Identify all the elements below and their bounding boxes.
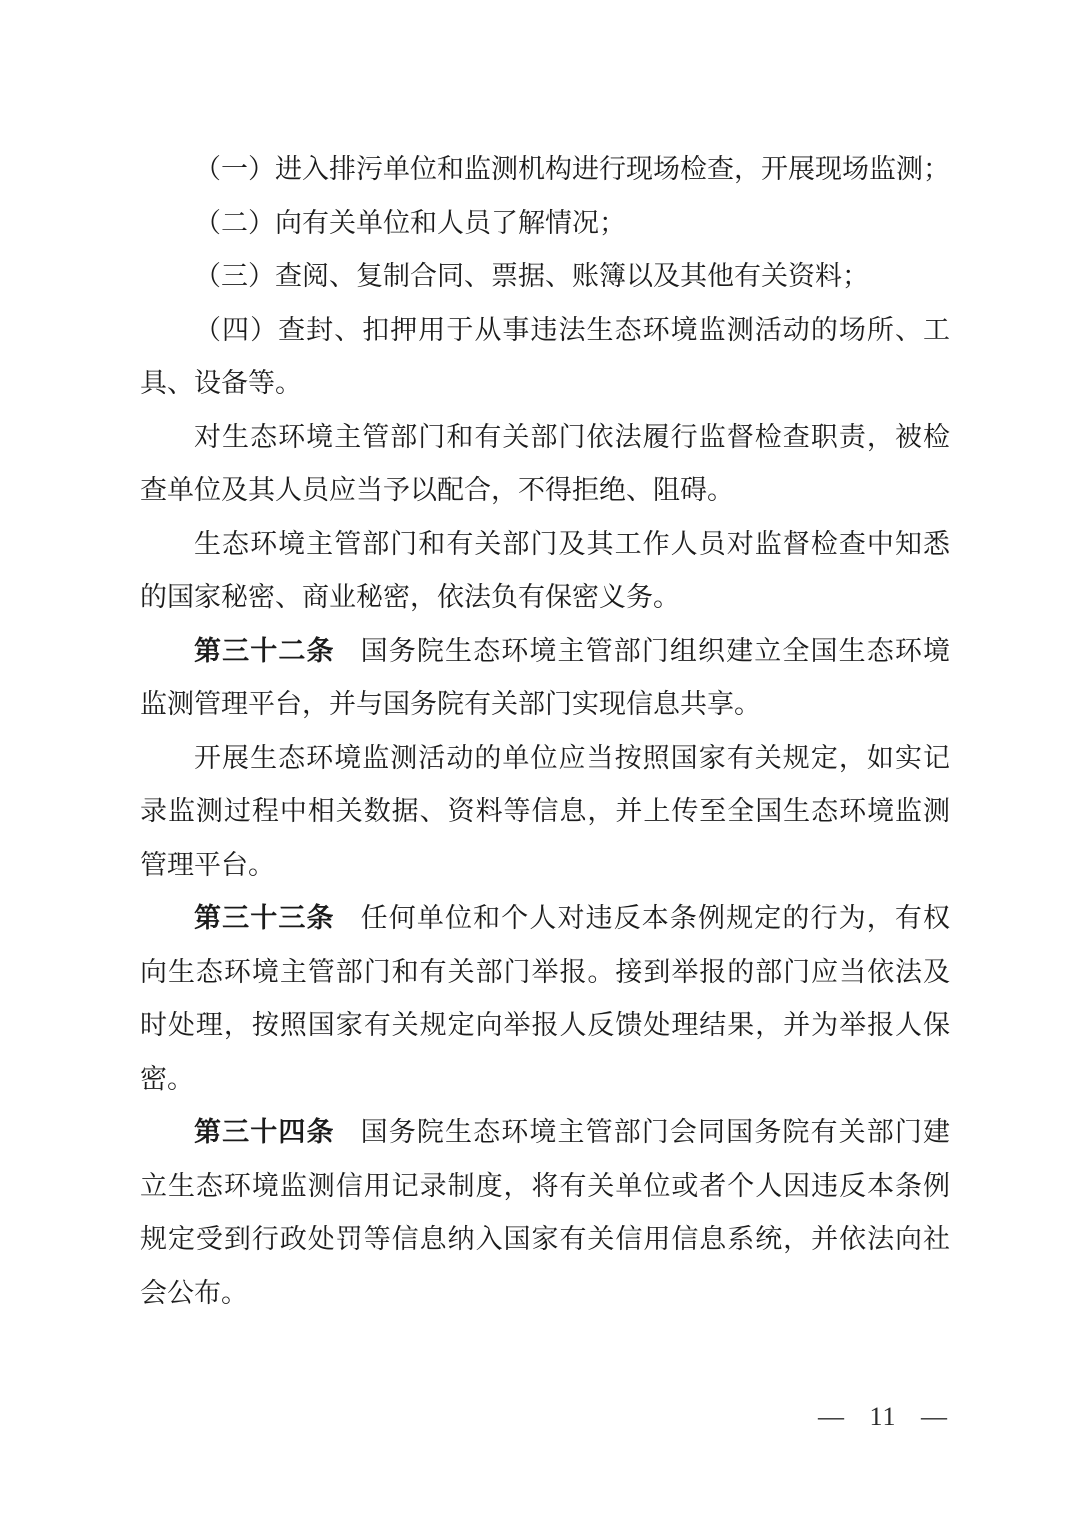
text-line: 开展生态环境监测活动的单位应当按照国家有关规定，如实记 <box>194 742 950 773</box>
article-number: 第三十三条 <box>194 903 335 933</box>
text-line: 时处理，按照国家有关规定向举报人反馈处理结果，并为举报人保 <box>140 1010 950 1040</box>
footer-dash-left: — <box>817 1402 845 1431</box>
page-footer <box>818 1402 948 1432</box>
text-line: （二）向有关单位和人员了解情况； <box>194 207 626 238</box>
text-line: 的国家秘密、商业秘密，依法负有保密义务。 <box>140 582 680 612</box>
text-line: 第三十三条 任何单位和个人对违反本条例规定的行为，有权 <box>194 903 951 933</box>
text-line: 录监测过程中相关数据、资料等信息，并上传至全国生态环境监测 <box>140 796 950 826</box>
text-line: 密。 <box>140 1063 194 1094</box>
text-line: 对生态环境主管部门和有关部门依法履行监督检查职责，被检 <box>194 421 950 452</box>
text-line: 向生态环境主管部门和有关部门举报。接到举报的部门应当依法及 <box>140 956 950 987</box>
page-number: 11 <box>869 1402 897 1431</box>
text-line: 会公布。 <box>140 1277 248 1308</box>
text-line: 立生态环境监测信用记录制度，将有关单位或者个人因违反本条例 <box>140 1170 950 1201</box>
article-number: 第三十四条 <box>194 1117 335 1147</box>
text-line: （一）进入排污单位和监测机构进行现场检查，开展现场监测； <box>194 154 950 184</box>
text-line: 管理平台。 <box>140 849 275 880</box>
text-line: （四）查封、扣押用于从事违法生态环境监测活动的场所、工 <box>194 314 950 345</box>
text-line: 监测管理平台，并与国务院有关部门实现信息共享。 <box>140 689 761 719</box>
text-line: 查单位及其人员应当予以配合，不得拒绝、阻碍。 <box>140 475 734 505</box>
article-number: 第三十二条 <box>194 635 335 666</box>
footer-dash-right: — <box>921 1402 948 1431</box>
text-line: 第三十四条 国务院生态环境主管部门会同国务院有关部门建 <box>194 1117 951 1147</box>
text-line: 具、设备等。 <box>140 368 302 398</box>
text-line: 第三十二条 国务院生态环境主管部门组织建立全国生态环境 <box>194 635 951 666</box>
text-line: 规定受到行政处罚等信息纳入国家有关信用信息系统，并依法向社 <box>140 1224 950 1254</box>
text-line: 生态环境主管部门和有关部门及其工作人员对监督检查中知悉 <box>194 528 950 559</box>
document-body <box>140 143 950 1320</box>
text-line: （三）查阅、复制合同、票据、账簿以及其他有关资料； <box>194 261 869 291</box>
